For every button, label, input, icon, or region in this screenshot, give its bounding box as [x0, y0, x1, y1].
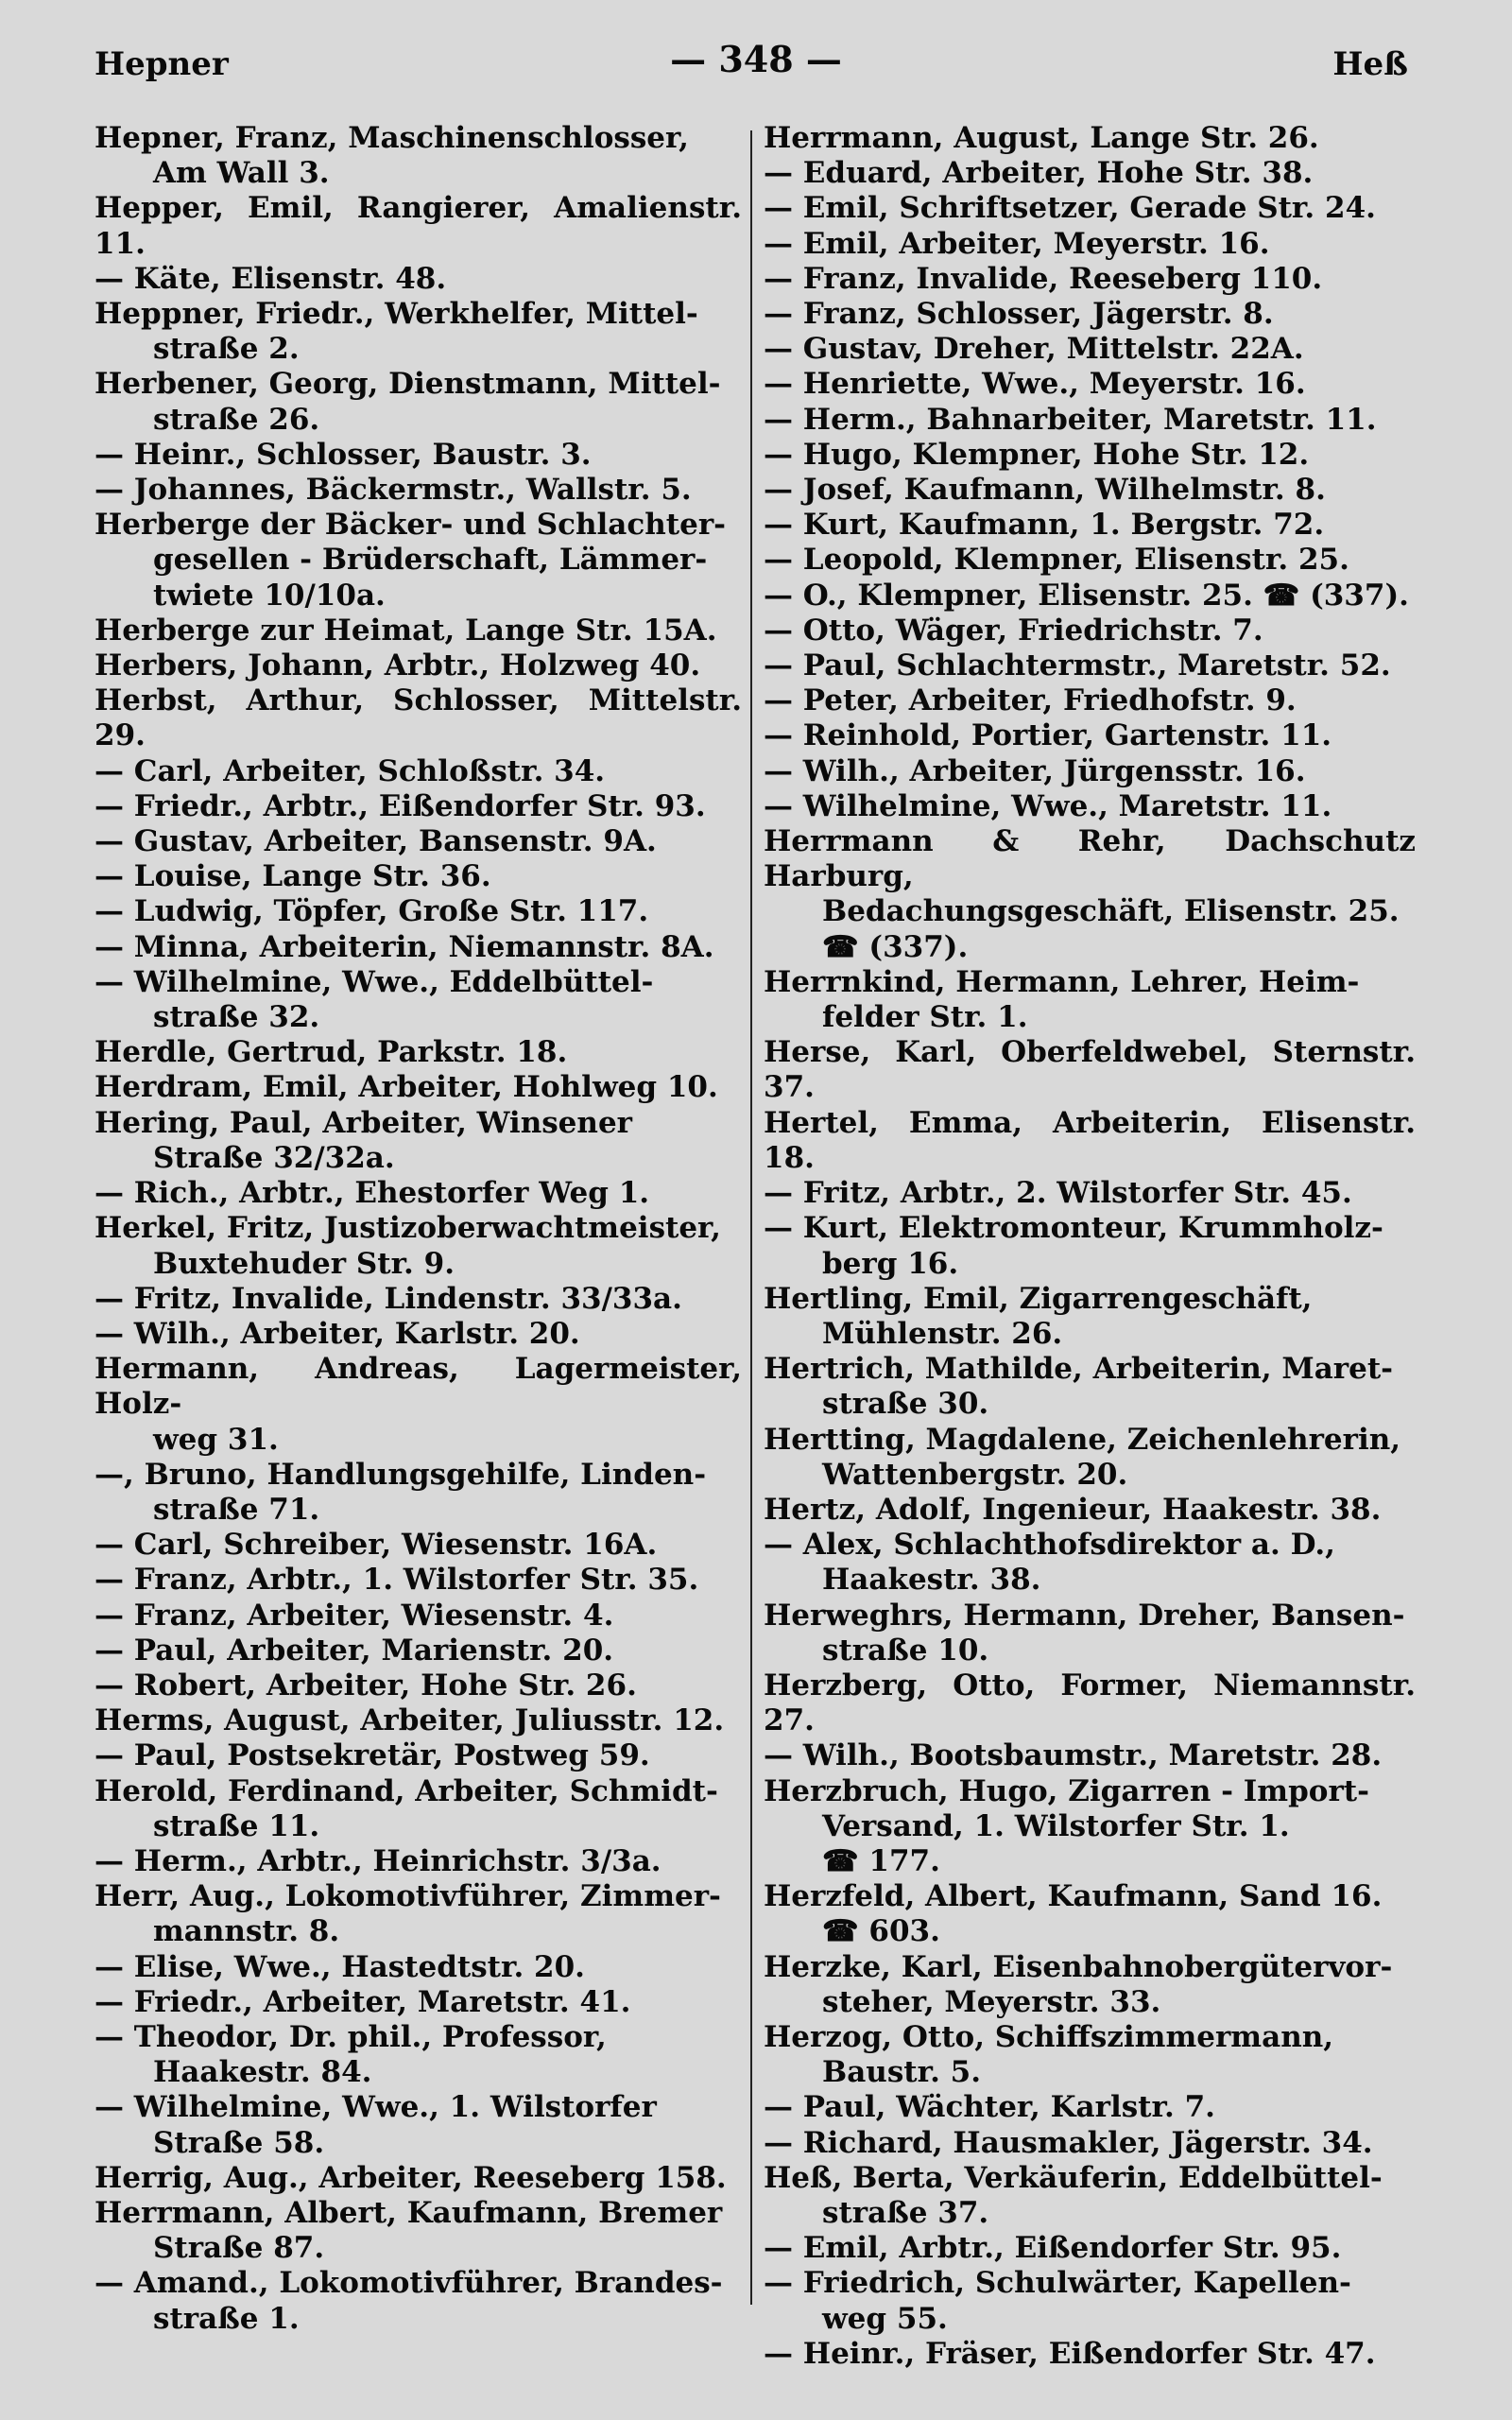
entry-continuation-line: Haakestr. 38.	[822, 1563, 1041, 1598]
directory-entry	[94, 930, 742, 965]
entry-line: — Henriette, Wwe., Meyerstr. 16.	[764, 367, 1306, 402]
directory-entry	[764, 1668, 1416, 1738]
entry-continuation-line: Haakestr. 84.	[153, 2055, 372, 2090]
entry-continuation-line: straße 71.	[153, 1492, 320, 1527]
directory-entry	[764, 614, 1416, 648]
entry-line: — Wilh., Arbeiter, Jürgensstr. 16.	[764, 753, 1306, 788]
entry-line: Hertting, Magdalene, Zeichenlehrerin,	[764, 1422, 1401, 1457]
entry-line: — Gustav, Arbeiter, Bansenstr. 9A.	[94, 824, 657, 859]
entry-continuation-line: Baustr. 5.	[822, 2055, 982, 2090]
directory-entry	[764, 1282, 1416, 1352]
directory-entry	[94, 1352, 742, 1458]
directory-entry	[764, 508, 1416, 543]
entry-line: Herkel, Fritz, Justizoberwachtmeister,	[94, 1211, 721, 1246]
entry-continuation-line: straße 11.	[153, 1808, 320, 1843]
directory-entry	[94, 1774, 742, 1844]
directory-entry	[94, 2266, 742, 2336]
entry-line: Herdram, Emil, Arbeiter, Hohlweg 10.	[94, 1070, 718, 1105]
entry-line: Herzberg, Otto, Former, Niemannstr. 27.	[764, 1668, 1416, 1738]
directory-entry	[94, 121, 742, 191]
entry-line: — Rich., Arbtr., Ehestorfer Weg 1.	[94, 1176, 650, 1211]
directory-entry	[764, 1950, 1416, 2020]
entry-line: — Herm., Arbtr., Heinrichstr. 3/3a.	[94, 1843, 662, 1878]
entry-line: — Josef, Kaufmann, Wilhelmstr. 8.	[764, 473, 1326, 508]
header-left-catchword: Hepner	[94, 45, 229, 83]
entry-line: — Paul, Arbeiter, Marienstr. 20.	[94, 1633, 614, 1668]
directory-entry	[94, 859, 742, 894]
directory-entry	[94, 614, 742, 648]
entry-line: — Friedr., Arbeiter, Maretstr. 41.	[94, 1984, 631, 2019]
entry-line: Herberge zur Heimat, Lange Str. 15A.	[94, 613, 717, 648]
directory-entry	[94, 508, 742, 614]
entry-line: — Minna, Arbeiterin, Niemannstr. 8A.	[94, 929, 714, 964]
entry-line: — Elise, Wwe., Hastedtstr. 20.	[94, 1949, 585, 1984]
entry-line: — Emil, Arbtr., Eißendorfer Str. 95.	[764, 2231, 1342, 2266]
directory-entry	[94, 1879, 742, 1949]
entry-continuation-line: straße 32.	[153, 1000, 320, 1035]
directory-entry	[764, 2126, 1416, 2161]
entry-line: — Ludwig, Töpfer, Große Str. 117.	[94, 894, 649, 929]
directory-entry	[764, 1879, 1416, 1949]
directory-entry	[94, 683, 742, 753]
entry-continuation-line: ☎ 177.	[822, 1843, 940, 1878]
entry-line: Hering, Paul, Arbeiter, Winsener	[94, 1105, 633, 1140]
entry-continuation-line: Wattenbergstr. 20.	[822, 1457, 1128, 1492]
entry-line: Herbst, Arthur, Schlosser, Mittelstr. 29.	[94, 683, 742, 753]
entry-line: Heß, Berta, Verkäuferin, Eddelbüttel-	[764, 2160, 1383, 2195]
directory-entry	[764, 1774, 1416, 1880]
entry-line: Herse, Karl, Oberfeldwebel, Sternstr. 37.	[764, 1035, 1416, 1105]
directory-entry	[94, 1035, 742, 1070]
directory-entry	[764, 2266, 1416, 2336]
directory-entry	[764, 191, 1416, 226]
entry-line: — Eduard, Arbeiter, Hohe Str. 38.	[764, 156, 1314, 191]
right-column	[764, 121, 1416, 2372]
entry-line: Herrmann, August, Lange Str. 26.	[764, 121, 1319, 155]
directory-entry	[94, 789, 742, 824]
directory-entry	[94, 824, 742, 859]
directory-entry	[94, 2196, 742, 2266]
entry-line: — Emil, Arbeiter, Meyerstr. 16.	[764, 226, 1270, 261]
directory-entry	[764, 824, 1416, 965]
directory-entry	[94, 1844, 742, 1879]
entry-line: — Amand., Lokomotivführer, Brandes-	[94, 2266, 723, 2301]
directory-entry	[764, 2231, 1416, 2266]
entry-line: — Hugo, Klempner, Hohe Str. 12.	[764, 437, 1310, 472]
entry-line: Herms, August, Arbeiter, Juliusstr. 12.	[94, 1703, 725, 1738]
entry-line: — Leopold, Klempner, Elisenstr. 25.	[764, 543, 1349, 578]
directory-entry	[764, 754, 1416, 789]
entry-line: Hertel, Emma, Arbeiterin, Elisenstr. 18.	[764, 1105, 1416, 1175]
directory-entry	[94, 1703, 742, 1738]
directory-entry	[94, 1106, 742, 1176]
directory-entry	[94, 754, 742, 789]
directory-entry	[764, 965, 1416, 1035]
directory-entry	[94, 1599, 742, 1634]
column-divider	[750, 130, 752, 2305]
entry-line: — Wilhelmine, Wwe., Maretstr. 11.	[764, 788, 1332, 823]
entry-line: — Reinhold, Portier, Gartenstr. 11.	[764, 718, 1332, 753]
entry-continuation-line: weg 55.	[822, 2301, 948, 2336]
directory-entry	[764, 297, 1416, 332]
entry-continuation-line: straße 37.	[822, 2195, 989, 2230]
directory-entry	[764, 648, 1416, 683]
directory-entry	[764, 543, 1416, 578]
directory-entry	[764, 332, 1416, 367]
entry-line: Herberge der Bäcker- und Schlachter-	[94, 508, 727, 543]
directory-entry	[94, 1458, 742, 1528]
directory-entry	[94, 191, 742, 261]
directory-entry	[764, 718, 1416, 753]
entry-line: Herrig, Aug., Arbeiter, Reeseberg 158.	[94, 2160, 727, 2195]
entry-continuation-line: Straße 32/32a.	[153, 1140, 395, 1175]
entry-line: Herzog, Otto, Schiffszimmermann,	[764, 2019, 1334, 2054]
entry-line: Herzke, Karl, Eisenbahnobergütervor-	[764, 1949, 1393, 1984]
directory-entry	[94, 1563, 742, 1598]
entry-line: — Emil, Schriftsetzer, Gerade Str. 24.	[764, 191, 1376, 226]
directory-entry	[94, 1950, 742, 1985]
entry-line: — Kurt, Elektromonteur, Krummholz-	[764, 1211, 1383, 1246]
entry-line: Hermann, Andreas, Lagermeister, Holz-	[94, 1352, 742, 1422]
directory-entry	[764, 403, 1416, 438]
entry-line: Hertling, Emil, Zigarrengeschäft,	[764, 1281, 1313, 1316]
entry-line: — Paul, Schlachtermstr., Maretstr. 52.	[764, 648, 1391, 683]
entry-continuation-line: straße 30.	[822, 1387, 989, 1422]
entry-line: — Franz, Invalide, Reeseberg 110.	[764, 261, 1323, 296]
entry-line: — Käte, Elisenstr. 48.	[94, 261, 447, 296]
directory-entry	[94, 297, 742, 367]
entry-continuation-line: gesellen - Brüderschaft, Lämmer-	[153, 543, 708, 578]
directory-entry	[764, 262, 1416, 297]
directory-entry	[94, 1634, 742, 1668]
directory-entry	[764, 367, 1416, 402]
entry-continuation-line: straße 1.	[153, 2301, 300, 2336]
entry-line: — Gustav, Dreher, Mittelstr. 22A.	[764, 332, 1304, 367]
header-right-catchword: Heß	[1332, 45, 1408, 83]
directory-entry	[764, 1423, 1416, 1493]
entry-continuation-line: weg 31.	[153, 1422, 279, 1457]
entry-line: Hepper, Emil, Rangierer, Amalienstr. 11.	[94, 191, 742, 261]
entry-line: — Carl, Schreiber, Wiesenstr. 16A.	[94, 1528, 658, 1563]
directory-entry	[764, 438, 1416, 473]
entry-line: — Peter, Arbeiter, Friedhofstr. 9.	[764, 683, 1297, 718]
directory-entry	[764, 2020, 1416, 2090]
entry-line: Heppner, Friedr., Werkhelfer, Mittel-	[94, 297, 698, 332]
entry-line: —, Bruno, Handlungsgehilfe, Linden-	[94, 1457, 707, 1492]
directory-entry	[94, 473, 742, 508]
directory-entry	[94, 262, 742, 297]
entry-line: Herold, Ferdinand, Arbeiter, Schmidt-	[94, 1773, 718, 1808]
entry-line: — Friedrich, Schulwärter, Kapellen-	[764, 2266, 1351, 2301]
entry-continuation-line: Am Wall 3.	[153, 156, 330, 191]
entry-line: — Paul, Postsekretär, Postweg 59.	[94, 1738, 650, 1773]
directory-entry	[94, 1528, 742, 1563]
entry-line: Herrmann & Rehr, Dachschutz Harburg,	[764, 824, 1416, 894]
directory-entry	[764, 1211, 1416, 1281]
entry-continuation-line: straße 10.	[822, 1633, 989, 1668]
directory-entry	[764, 1176, 1416, 1211]
entry-line: — Franz, Arbeiter, Wiesenstr. 4.	[94, 1598, 614, 1633]
directory-entry	[94, 1070, 742, 1105]
entry-line: Hepner, Franz, Maschinenschlosser,	[94, 121, 689, 155]
entry-line: — Fritz, Arbtr., 2. Wilstorfer Str. 45.	[764, 1176, 1352, 1211]
entry-continuation-line: Bedachungsgeschäft, Elisenstr. 25.	[822, 894, 1400, 929]
entry-line: — O., Klempner, Elisenstr. 25. ☎ (337).	[764, 578, 1409, 613]
directory-entry	[764, 1738, 1416, 1773]
entry-continuation-line: straße 2.	[153, 332, 300, 367]
entry-line: — Alex, Schlachthofsdirektor a. D.,	[764, 1528, 1335, 1563]
directory-entry	[764, 1599, 1416, 1668]
entry-line: — Wilh., Arbeiter, Karlstr. 20.	[94, 1316, 580, 1351]
entry-line: Herzfeld, Albert, Kaufmann, Sand 16.	[764, 1879, 1383, 1914]
entry-continuation-line: twiete 10/10a.	[153, 578, 386, 613]
entry-line: — Wilh., Bootsbaumstr., Maretstr. 28.	[764, 1738, 1383, 1773]
entry-line: — Franz, Schlosser, Jägerstr. 8.	[764, 297, 1274, 332]
directory-entry	[764, 1352, 1416, 1422]
entry-line: — Richard, Hausmakler, Jägerstr. 34.	[764, 2125, 1373, 2160]
entry-line: — Heinr., Fräser, Eißendorfer Str. 47.	[764, 2336, 1376, 2371]
entry-line: — Theodor, Dr. phil., Professor,	[94, 2019, 607, 2054]
page-number: — 348 —	[670, 38, 842, 80]
directory-entry	[94, 1738, 742, 1773]
entry-continuation-line: Buxtehuder Str. 9.	[153, 1246, 455, 1281]
directory-entry	[764, 227, 1416, 262]
entry-line: Herbers, Johann, Arbtr., Holzweg 40.	[94, 648, 701, 683]
directory-entry	[94, 648, 742, 683]
directory-entry	[94, 965, 742, 1035]
directory-entry	[94, 2090, 742, 2160]
entry-line: — Wilhelmine, Wwe., Eddelbüttel-	[94, 964, 654, 999]
directory-entry	[764, 2161, 1416, 2231]
entry-line: — Friedr., Arbtr., Eißendorfer Str. 93.	[94, 788, 706, 823]
directory-entry	[94, 894, 742, 929]
entry-line: Hertrich, Mathilde, Arbeiterin, Maret-	[764, 1352, 1394, 1387]
directory-entry	[764, 156, 1416, 191]
left-column	[94, 121, 742, 2337]
entry-continuation-line: Mühlenstr. 26.	[822, 1316, 1063, 1351]
entry-line: — Johannes, Bäckermstr., Wallstr. 5.	[94, 473, 692, 508]
entry-line: Herrmann, Albert, Kaufmann, Bremer	[94, 2195, 723, 2230]
entry-continuation-line: Straße 58.	[153, 2125, 325, 2160]
entry-continuation-line: steher, Meyerstr. 33.	[822, 1984, 1161, 2019]
directory-entry	[764, 789, 1416, 824]
entry-line: — Wilhelmine, Wwe., 1. Wilstorfer	[94, 2090, 657, 2125]
entry-line: Herbener, Georg, Dienstmann, Mittel-	[94, 367, 721, 402]
directory-entry	[764, 121, 1416, 156]
entry-continuation-line: straße 26.	[153, 402, 320, 437]
entry-continuation-line: Versand, 1. Wilstorfer Str. 1.	[822, 1808, 1290, 1843]
directory-entry	[94, 1985, 742, 2020]
entry-line: Herdle, Gertrud, Parkstr. 18.	[94, 1035, 568, 1070]
directory-entry	[764, 1493, 1416, 1528]
directory-entry	[94, 438, 742, 473]
entry-line: Herweghrs, Hermann, Dreher, Bansen-	[764, 1598, 1405, 1633]
entry-line: — Paul, Wächter, Karlstr. 7.	[764, 2090, 1215, 2125]
entry-continuation-line: felder Str. 1.	[822, 1000, 1028, 1035]
directory-entry	[764, 2337, 1416, 2372]
entry-continuation-line: berg 16.	[822, 1246, 959, 1281]
directory-entry	[94, 1317, 742, 1352]
directory-entry	[94, 1282, 742, 1317]
directory-entry	[94, 2161, 742, 2196]
entry-line: — Kurt, Kaufmann, 1. Bergstr. 72.	[764, 508, 1325, 543]
entry-line: — Carl, Arbeiter, Schloßstr. 34.	[94, 753, 606, 788]
entry-line: — Robert, Arbeiter, Hohe Str. 26.	[94, 1668, 637, 1703]
entry-line: Herzbruch, Hugo, Zigarren - Import-	[764, 1773, 1369, 1808]
directory-entry	[764, 683, 1416, 718]
directory-entry	[94, 1668, 742, 1703]
directory-entry	[764, 1035, 1416, 1105]
entry-continuation-line: ☎ 603.	[822, 1914, 940, 1949]
entry-line: Herr, Aug., Lokomotivführer, Zimmer-	[94, 1879, 721, 1914]
entry-line: Hertz, Adolf, Ingenieur, Haakestr. 38.	[764, 1492, 1382, 1527]
entry-line: — Heinr., Schlosser, Baustr. 3.	[94, 437, 592, 472]
directory-entry	[764, 1106, 1416, 1176]
running-head	[0, 38, 1512, 95]
directory-entry	[764, 579, 1416, 614]
entry-line: — Otto, Wäger, Friedrichstr. 7.	[764, 613, 1263, 648]
entry-continuation-line: Straße 87.	[153, 2231, 325, 2266]
directory-entry	[94, 367, 742, 437]
directory-entry	[764, 1528, 1416, 1598]
directory-entry	[94, 2020, 742, 2090]
entry-line: — Fritz, Invalide, Lindenstr. 33/33a.	[94, 1281, 682, 1316]
entry-continuation-line: ☎ (337).	[822, 929, 969, 964]
entry-line: — Louise, Lange Str. 36.	[94, 859, 491, 894]
entry-line: Herrnkind, Hermann, Lehrer, Heim-	[764, 964, 1360, 999]
entry-continuation-line: mannstr. 8.	[153, 1914, 340, 1949]
directory-entry	[94, 1211, 742, 1281]
directory-entry	[764, 473, 1416, 508]
entry-line: — Franz, Arbtr., 1. Wilstorfer Str. 35.	[94, 1563, 699, 1598]
directory-entry	[94, 1176, 742, 1211]
entry-line: — Herm., Bahnarbeiter, Maretstr. 11.	[764, 402, 1377, 437]
directory-entry	[764, 2090, 1416, 2125]
